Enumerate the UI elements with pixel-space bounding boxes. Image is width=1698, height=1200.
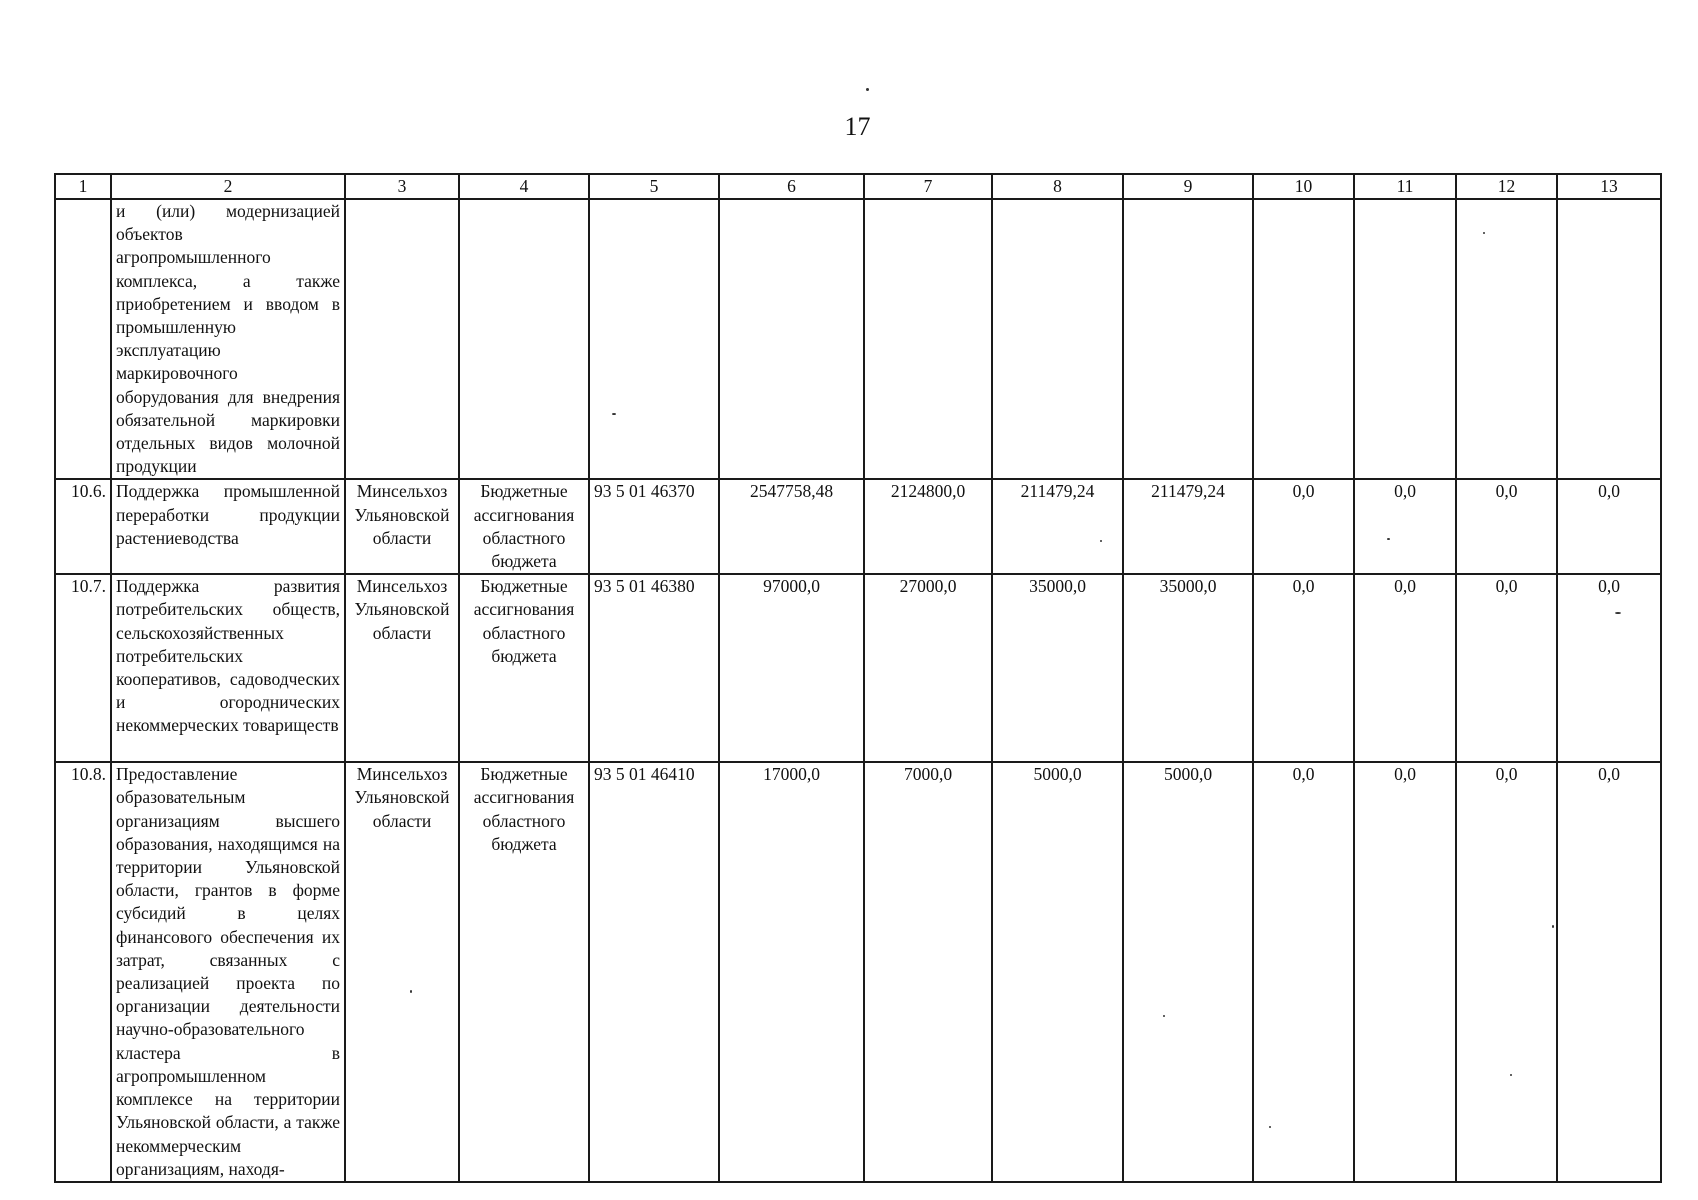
row-value: 35000,0 xyxy=(1123,574,1253,762)
row-value xyxy=(992,199,1123,479)
table-row xyxy=(55,479,1661,574)
row-value xyxy=(1123,199,1253,479)
row-name: Предоставление образовательным организациям высшего образования, находящимся на территории Ульяновской области, грантов в форме субсидий в целях финансового обеспечения их затрат, связанных с реализацией проекта по организации деятельности научно-образовательного кластера в агропромышленном комплексе на территории Ульяновской области, а также некоммерческим организациям, находя- xyxy=(111,762,345,1182)
row-code: 93 5 01 46410 xyxy=(589,762,719,1182)
scan-speck xyxy=(866,88,869,91)
header-cell: 5 xyxy=(589,174,719,199)
header-cell: 9 xyxy=(1123,174,1253,199)
table-row xyxy=(55,199,1661,479)
row-number: 10.7. xyxy=(55,574,111,762)
page-number: 17 xyxy=(844,112,871,141)
row-value xyxy=(1354,199,1456,479)
header-cell: 1 xyxy=(55,174,111,199)
table-header-row xyxy=(55,174,1661,199)
row-source: Бюджетные ассигнования областного бюджета xyxy=(459,479,589,574)
row-code: 93 5 01 46370 xyxy=(589,479,719,574)
header-cell: 12 xyxy=(1456,174,1557,199)
row-value: 0,0 xyxy=(1253,574,1354,762)
row-value: 0,0 xyxy=(1456,762,1557,1182)
row-value: 5000,0 xyxy=(1123,762,1253,1182)
header-cell: 6 xyxy=(719,174,864,199)
scan-speck xyxy=(1510,1074,1512,1076)
row-value: 17000,0 xyxy=(719,762,864,1182)
row-executor: Минсельхоз Ульяновской области xyxy=(345,574,459,762)
row-value: 0,0 xyxy=(1456,479,1557,574)
table-row xyxy=(55,574,1661,762)
scan-speck xyxy=(1163,1015,1165,1017)
row-value xyxy=(1253,199,1354,479)
row-value: 5000,0 xyxy=(992,762,1123,1182)
scan-speck xyxy=(1269,1126,1271,1128)
row-number xyxy=(55,199,111,479)
row-executor xyxy=(345,199,459,479)
row-number: 10.6. xyxy=(55,479,111,574)
row-value xyxy=(1456,199,1557,479)
row-value: 35000,0 xyxy=(992,574,1123,762)
scan-speck xyxy=(612,413,616,415)
row-value: 0,0 xyxy=(1354,574,1456,762)
row-value xyxy=(864,199,992,479)
row-name: и (или) модернизацией объектов агропромышленного комплекса, а также приобретением и вводом в промышленную эксплуатацию маркировочного оборудования для внедрения обязательной маркировки отдельных видов молочной продукции xyxy=(111,199,345,479)
row-value: 0,0 xyxy=(1557,762,1661,1182)
row-executor: Минсельхоз Ульяновской области xyxy=(345,479,459,574)
header-cell: 2 xyxy=(111,174,345,199)
row-value: 2547758,48 xyxy=(719,479,864,574)
scan-speck xyxy=(1100,540,1102,542)
row-code xyxy=(589,199,719,479)
row-value: 211479,24 xyxy=(1123,479,1253,574)
header-cell: 4 xyxy=(459,174,589,199)
row-value: 211479,24 xyxy=(992,479,1123,574)
scan-speck xyxy=(1552,925,1554,928)
budget-table xyxy=(54,173,1662,1183)
row-value: 0,0 xyxy=(1253,479,1354,574)
row-value: 7000,0 xyxy=(864,762,992,1182)
row-source xyxy=(459,199,589,479)
header-cell: 3 xyxy=(345,174,459,199)
scan-speck xyxy=(1387,538,1390,540)
table-row xyxy=(55,762,1661,1182)
row-value: 97000,0 xyxy=(719,574,864,762)
header-cell: 11 xyxy=(1354,174,1456,199)
row-value xyxy=(719,199,864,479)
header-cell: 10 xyxy=(1253,174,1354,199)
row-value: 0,0 xyxy=(1557,479,1661,574)
row-name: Поддержка промышленной переработки продукции растениеводства xyxy=(111,479,345,574)
row-value: 0,0 xyxy=(1456,574,1557,762)
row-name: Поддержка развития потребительских обществ, сельскохозяйственных потребительских кооперативов, садоводческих и огороднических некоммерческих товариществ xyxy=(111,574,345,762)
row-value: 0,0 xyxy=(1557,574,1661,762)
row-value: 27000,0 xyxy=(864,574,992,762)
scan-speck xyxy=(410,990,412,993)
row-value: 0,0 xyxy=(1354,762,1456,1182)
row-executor: Минсельхоз Ульяновской области xyxy=(345,762,459,1182)
header-cell: 7 xyxy=(864,174,992,199)
scan-speck xyxy=(1483,232,1485,234)
row-code: 93 5 01 46380 xyxy=(589,574,719,762)
row-value: 2124800,0 xyxy=(864,479,992,574)
scan-speck xyxy=(1615,612,1621,614)
header-cell: 8 xyxy=(992,174,1123,199)
row-source: Бюджетные ассигнования областного бюджета xyxy=(459,762,589,1182)
row-source: Бюджетные ассигнования областного бюджета xyxy=(459,574,589,762)
row-value xyxy=(1557,199,1661,479)
header-cell: 13 xyxy=(1557,174,1661,199)
row-value: 0,0 xyxy=(1354,479,1456,574)
row-number: 10.8. xyxy=(55,762,111,1182)
row-value: 0,0 xyxy=(1253,762,1354,1182)
